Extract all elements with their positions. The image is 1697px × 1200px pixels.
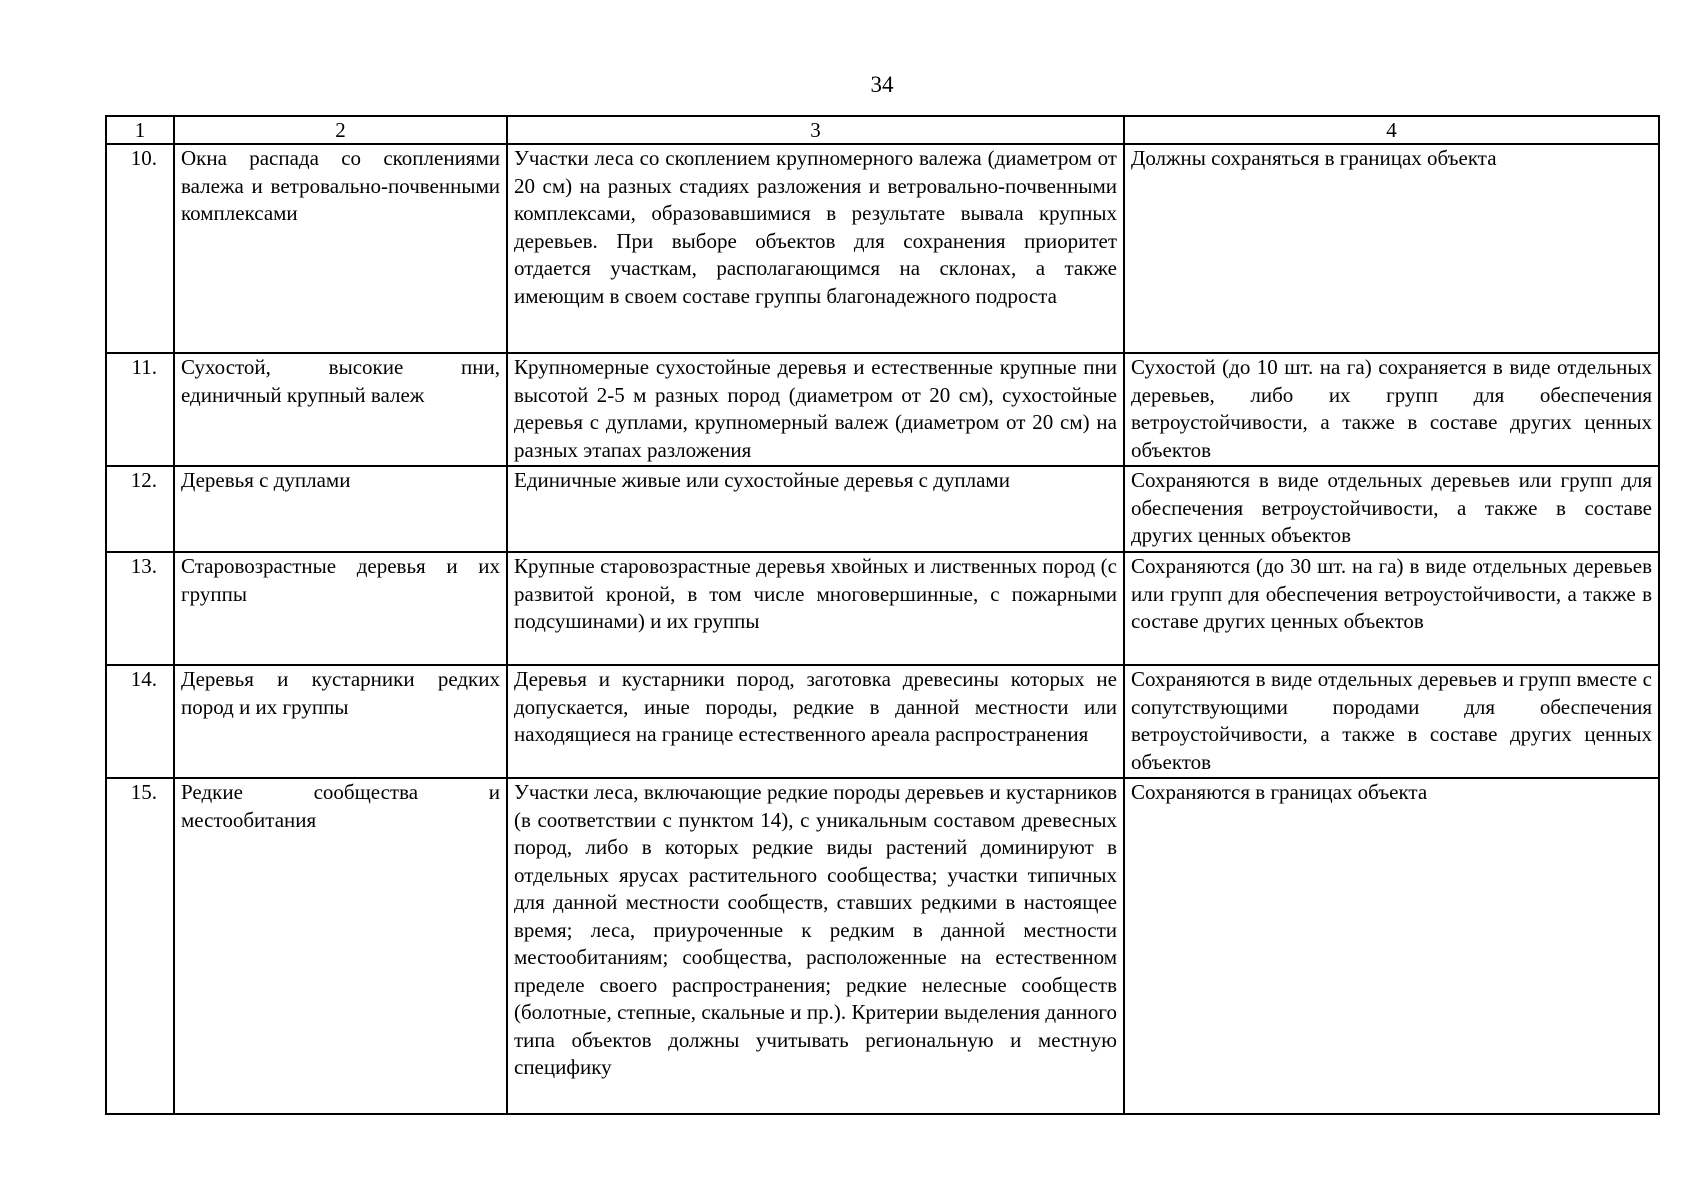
preservation-requirement: Сохраняются в виде отдельных деревьев и групп вместе с сопутствующими породами для обеспечения ветроустойчивости, а также в составе других ценных объектов: [1124, 665, 1659, 778]
object-description: Крупномерные сухостойные деревья и естественные крупные пни высотой 2-5 м разных пород (диаметром от 20 см), сухостойные деревья с дуплами, крупномерный валеж (диаметром от 20 см) на разных этапах разложения: [507, 353, 1124, 466]
preservation-requirement: Сохраняются (до 30 шт. на га) в виде отдельных деревьев или групп для обеспечения ветроустойчивости, а также в составе других ценных объектов: [1124, 552, 1659, 665]
table-header-row: [106, 116, 1659, 144]
table-row: [106, 552, 1659, 665]
table-row: [106, 353, 1659, 466]
row-number: 12.: [106, 466, 174, 552]
page-number: 34: [870, 72, 894, 97]
column-header-4: 4: [1124, 116, 1659, 144]
object-description: Единичные живые или сухостойные деревья с дуплами: [507, 466, 1124, 552]
preservation-requirement: Сухостой (до 10 шт. на га) сохраняется в виде отдельных деревьев, либо их групп для обеспечения ветроустойчивости, а также в составе других ценных объектов: [1124, 353, 1659, 466]
table-row: [106, 466, 1659, 552]
table-row: [106, 665, 1659, 778]
object-description: Участки леса, включающие редкие породы деревьев и кустарников (в соответствии с пунктом 14), с уникальным составом древесных пород, либо в которых редкие виды растений доминируют в отдельных ярусах растительного сообщества; участки типичных для данной местности сообществ, ставших редкими в настоящее время; леса, приуроченные к редким в данной местности местообитаниям; сообщества, расположенные на естественном пределе своего распространения; редкие нелесные сообществ (болотные, степные, скальные и пр.). Критерии выделения данного типа объектов должны учитывать региональную и местную специфику: [507, 778, 1124, 1114]
row-number: 11.: [106, 353, 174, 466]
table-row: [106, 778, 1659, 1114]
object-name: Деревья и кустарники редких пород и их группы: [174, 665, 507, 778]
object-name: Окна распада со скоплениями валежа и ветровально-почвенными комплексами: [174, 144, 507, 353]
row-number: 15.: [106, 778, 174, 1114]
object-description: Крупные старовозрастные деревья хвойных и лиственных пород (с развитой кроной, в том числе многовершинные, с пожарными подсушинами) и их группы: [507, 552, 1124, 665]
preservation-requirement: Сохраняются в границах объекта: [1124, 778, 1659, 1114]
row-number: 13.: [106, 552, 174, 665]
object-description: Деревья и кустарники пород, заготовка древесины которых не допускается, иные породы, редкие в данной местности или находящиеся на границе естественного ареала распространения: [507, 665, 1124, 778]
object-description: Участки леса со скоплением крупномерного валежа (диаметром от 20 см) на разных стадиях разложения и ветровально-почвенными комплексами, образовавшимися в результате вывала крупных деревьев. При выборе объектов для сохранения приоритет отдается участкам, располагающимся на склонах, а также имеющим в своем составе группы благонадежного подроста: [507, 144, 1124, 353]
column-header-3: 3: [507, 116, 1124, 144]
column-header-1: 1: [106, 116, 174, 144]
row-number: 14.: [106, 665, 174, 778]
object-name: Редкие сообщества и местообитания: [174, 778, 507, 1114]
preservation-requirement: Должны сохраняться в границах объекта: [1124, 144, 1659, 353]
table-row: [106, 144, 1659, 353]
object-name: Деревья с дуплами: [174, 466, 507, 552]
row-number: 10.: [106, 144, 174, 353]
criteria-table: [105, 115, 1660, 1115]
preservation-requirement: Сохраняются в виде отдельных деревьев или групп для обеспечения ветроустойчивости, а также в составе других ценных объектов: [1124, 466, 1659, 552]
column-header-2: 2: [174, 116, 507, 144]
object-name: Сухостой, высокие пни, единичный крупный валеж: [174, 353, 507, 466]
object-name: Старовозрастные деревья и их группы: [174, 552, 507, 665]
